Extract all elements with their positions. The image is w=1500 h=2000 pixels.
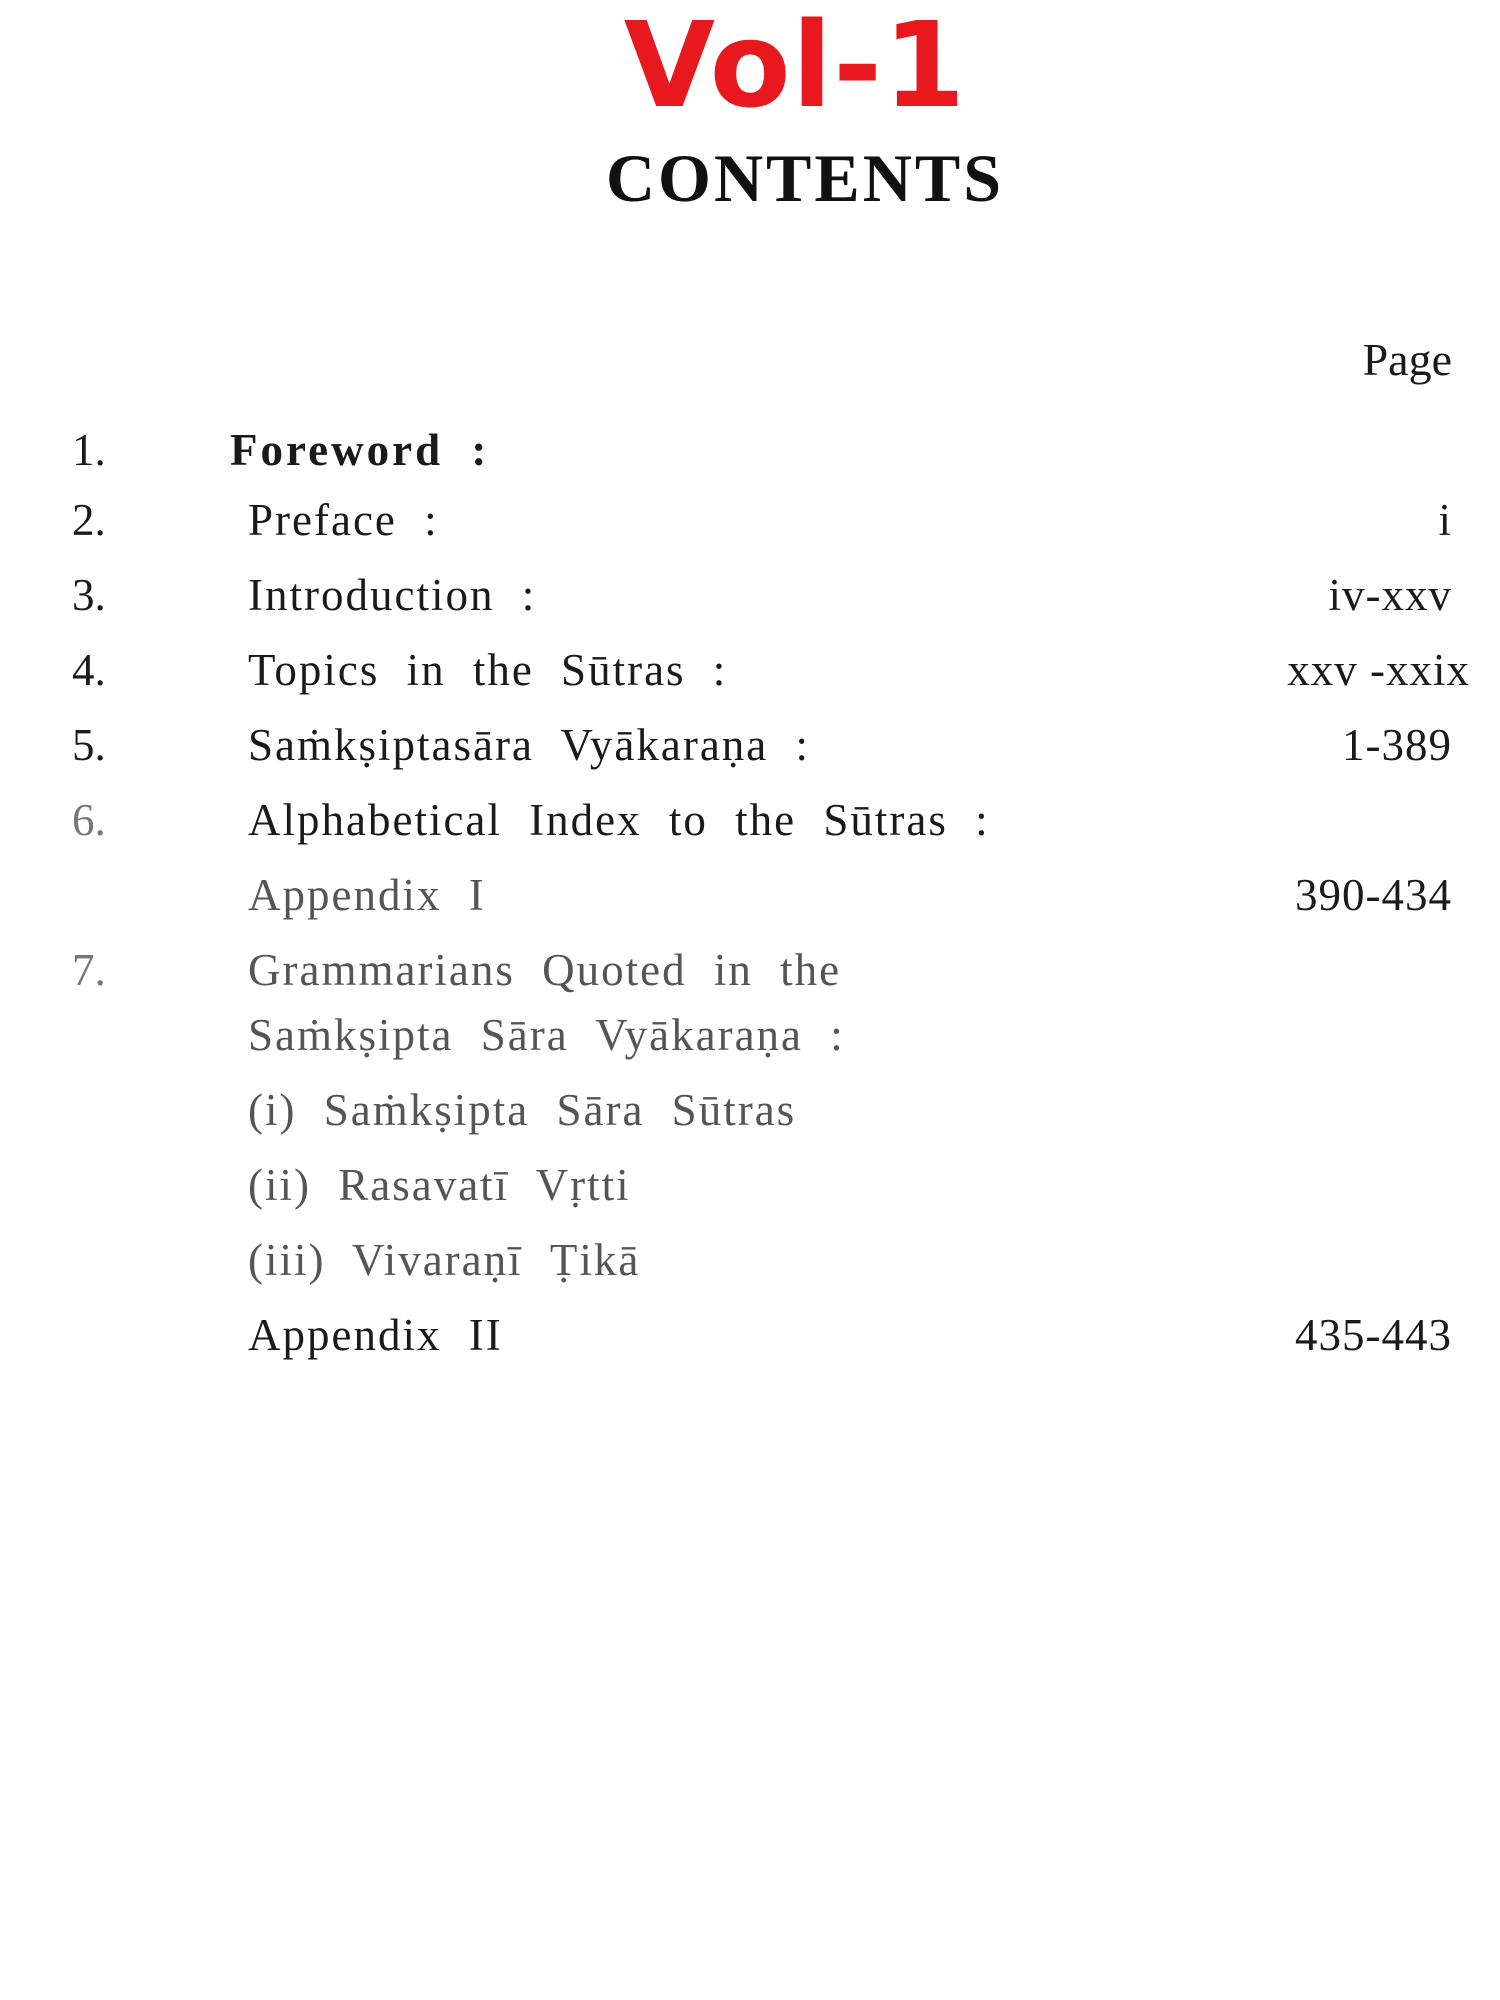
toc-entry-preface	[0, 485, 1500, 555]
toc-entry-number: 6.	[72, 795, 106, 845]
page-column-header: Page	[1362, 334, 1452, 385]
toc-entry-title: Saṁkṣiptasāra Vyākaraṇa :	[248, 720, 811, 770]
toc-entry-introduction	[0, 560, 1500, 630]
toc-entry-number: 1.	[72, 425, 106, 475]
contents-heading: CONTENTS	[605, 140, 1005, 216]
toc-entry-grammarians-cont	[0, 1000, 1500, 1070]
toc-entry-title: Topics in the Sūtras :	[248, 645, 728, 695]
toc-entry-alphabetical-index	[0, 785, 1500, 855]
toc-entry-appendix-2	[0, 1300, 1500, 1370]
toc-entry-title: Foreword :	[230, 425, 490, 475]
toc-subentry-vivarani	[0, 1225, 1500, 1295]
toc-entry-title: Introduction :	[248, 570, 537, 620]
toc-entry-vyakarana	[0, 710, 1500, 780]
toc-entry-number: 5.	[72, 720, 106, 770]
toc-entry-number: 3.	[72, 570, 106, 620]
toc-entry-number: 7.	[72, 945, 106, 995]
toc-entry-title: (ii) Rasavatī Vṛtti	[248, 1160, 631, 1210]
toc-entry-title: Appendix I	[248, 870, 486, 920]
toc-entry-title: Appendix II	[248, 1310, 503, 1360]
toc-entry-title: Saṁkṣipta Sāra Vyākaraṇa :	[248, 1010, 845, 1060]
toc-entry-title: Alphabetical Index to the Sūtras :	[248, 795, 990, 845]
toc-entry-appendix-1	[0, 860, 1500, 930]
toc-entry-title: (i) Saṁkṣipta Sāra Sūtras	[248, 1085, 797, 1135]
toc-entry-page: 390-434	[1295, 870, 1452, 920]
toc-entry-title: Preface :	[248, 495, 439, 545]
toc-entry-number: 4.	[72, 645, 106, 695]
toc-entry-number: 2.	[72, 495, 106, 545]
toc-entry-foreword	[0, 415, 1500, 485]
toc-entry-page: xxv -xxix	[1287, 645, 1470, 695]
toc-entry-page: 1-389	[1342, 720, 1452, 770]
toc-entry-grammarians	[0, 935, 1500, 1005]
toc-subentry-rasavati	[0, 1150, 1500, 1220]
volume-label: Vol-1	[623, 0, 967, 134]
toc-entry-page: i	[1438, 495, 1452, 545]
toc-entry-page: 435-443	[1295, 1310, 1452, 1360]
toc-subentry-sutras	[0, 1075, 1500, 1145]
toc-entry-topics	[0, 635, 1500, 705]
toc-entry-page: iv-xxv	[1328, 570, 1452, 620]
toc-entry-title: (iii) Vivaraṇī Ṭikā	[248, 1235, 641, 1285]
toc-entry-title: Grammarians Quoted in the	[248, 945, 842, 995]
